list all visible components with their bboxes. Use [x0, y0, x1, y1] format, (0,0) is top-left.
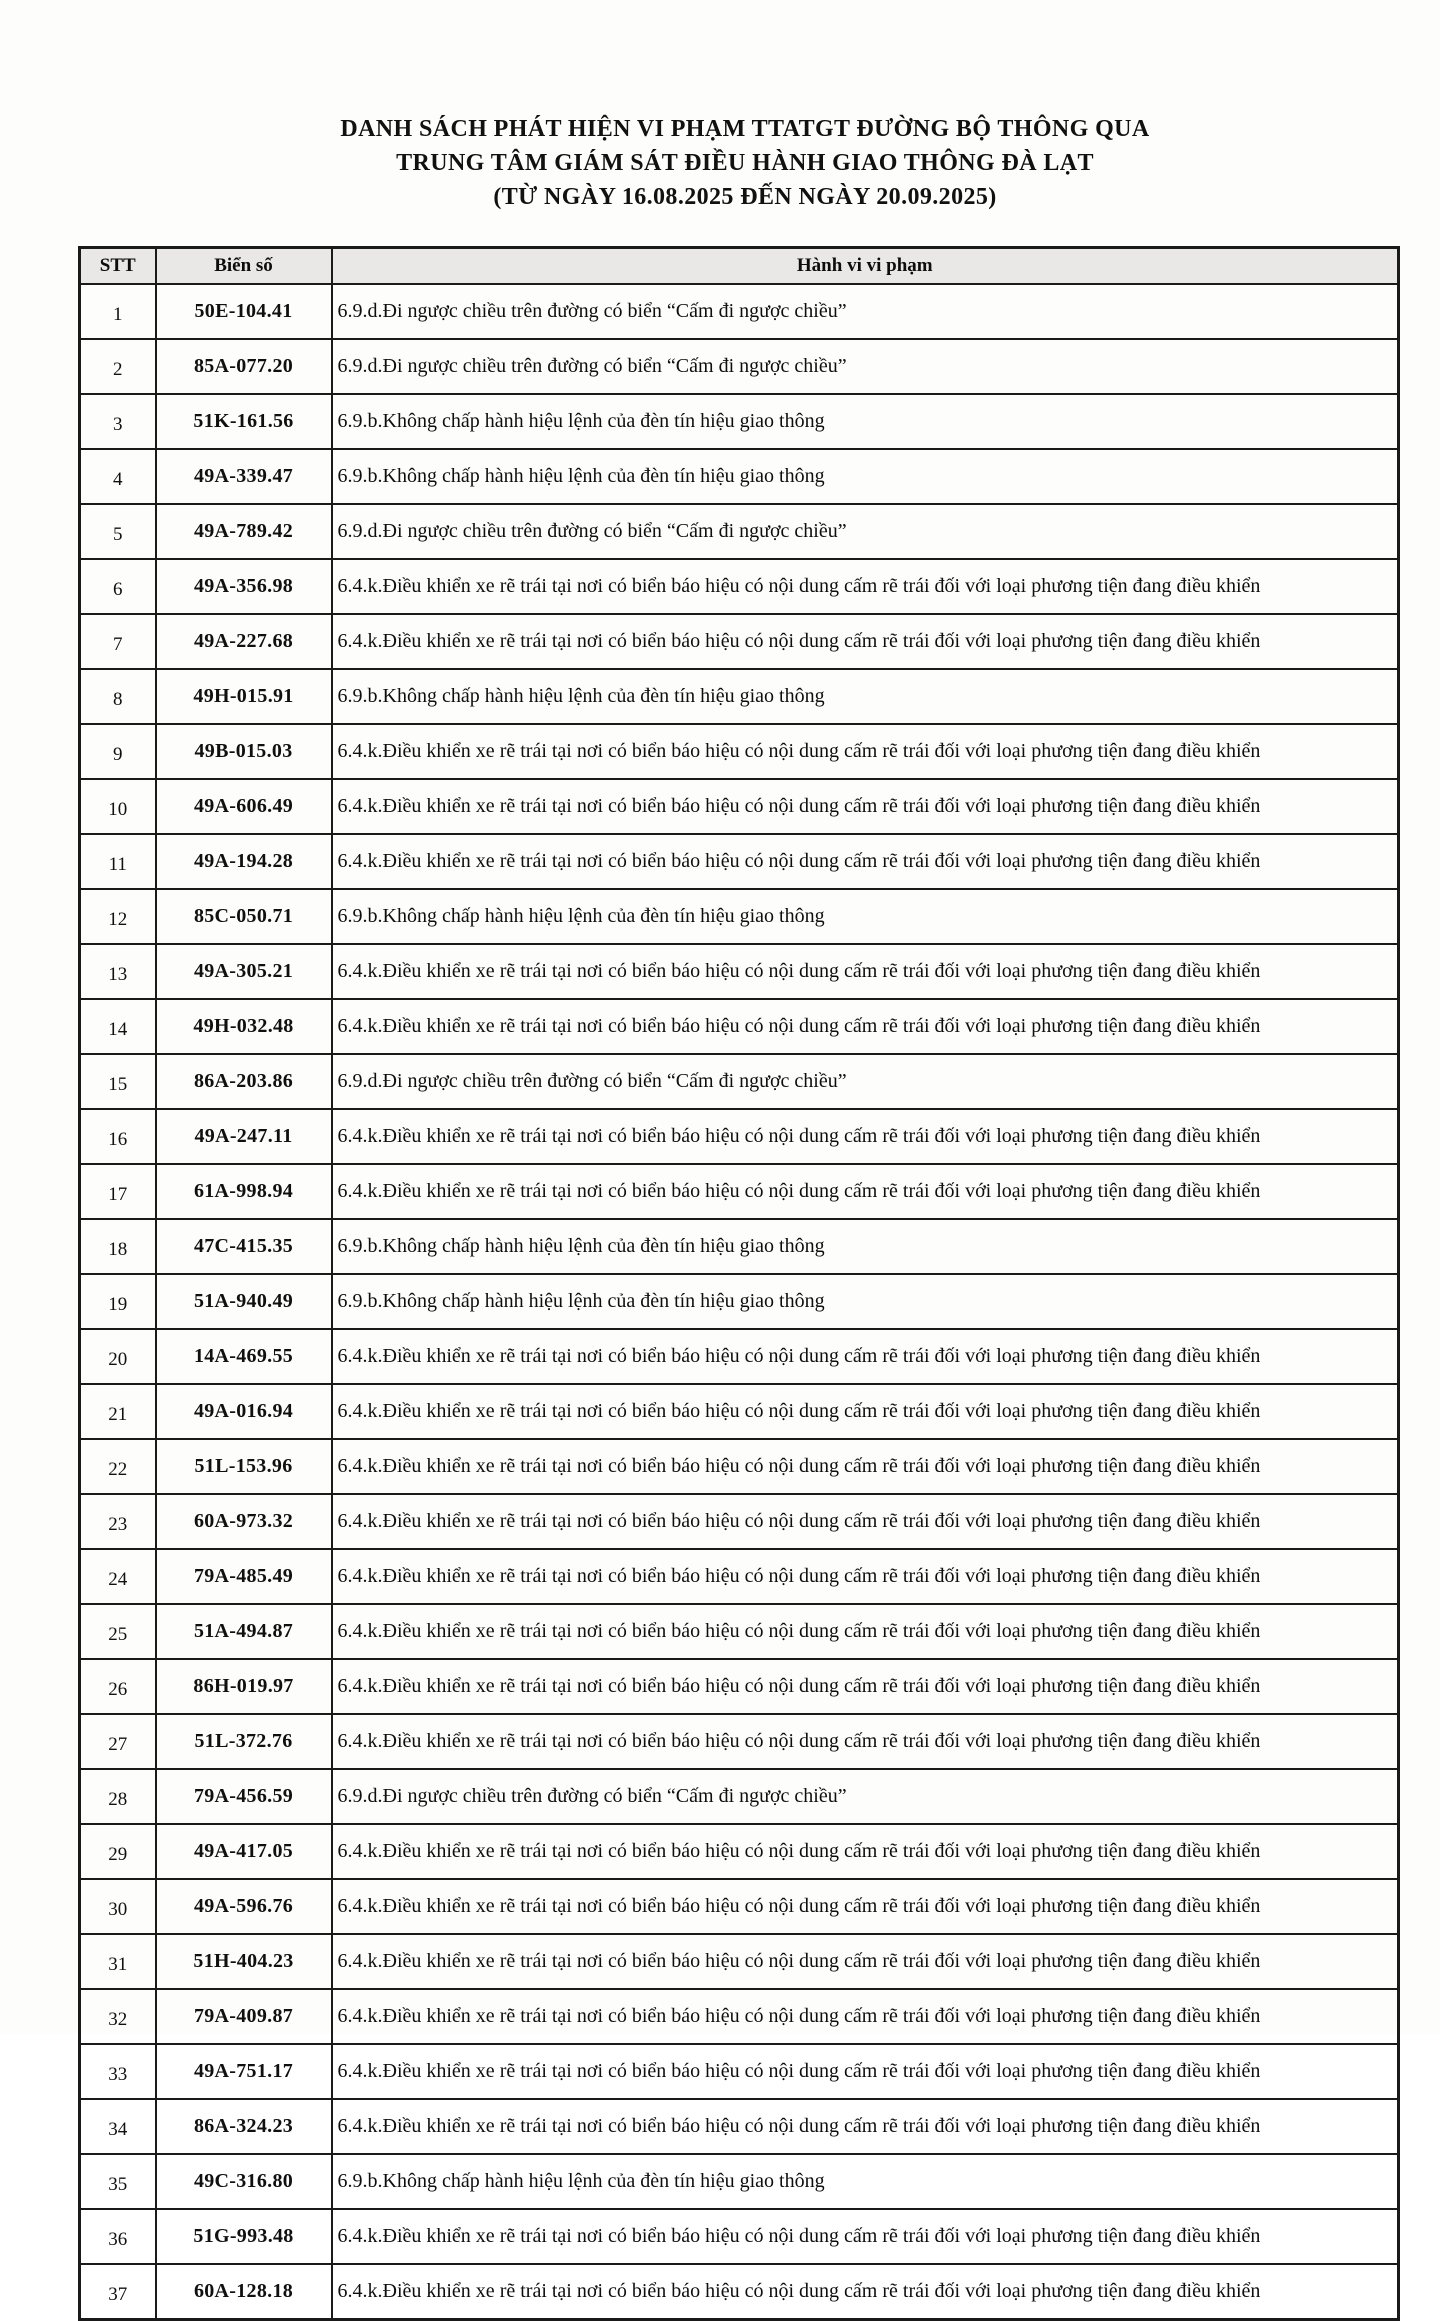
violation-description: 6.9.b.Không chấp hành hiệu lệnh của đèn tín hiệu giao thông — [332, 1274, 1399, 1329]
license-plate: 47C-415.35 — [156, 1219, 332, 1274]
table-row — [80, 1989, 1399, 2044]
license-plate: 79A-409.87 — [156, 1989, 332, 2044]
table-row — [80, 1384, 1399, 1439]
violation-description: 6.9.b.Không chấp hành hiệu lệnh của đèn tín hiệu giao thông — [332, 394, 1399, 449]
violation-table-container — [78, 246, 1400, 2321]
table-row — [80, 1054, 1399, 1109]
license-plate: 79A-456.59 — [156, 1769, 332, 1824]
row-number: 26 — [80, 1659, 156, 1714]
violation-description: 6.4.k.Điều khiển xe rẽ trái tại nơi có biển báo hiệu có nội dung cấm rẽ trái đối với loại phương tiện đang điều khiển — [332, 1164, 1399, 1219]
license-plate: 86A-324.23 — [156, 2099, 332, 2154]
header-plate: Biển số — [156, 248, 332, 285]
row-number: 12 — [80, 889, 156, 944]
row-number: 1 — [80, 284, 156, 339]
license-plate: 51L-153.96 — [156, 1439, 332, 1494]
violation-description: 6.9.d.Đi ngược chiều trên đường có biển “Cấm đi ngược chiều” — [332, 1769, 1399, 1824]
license-plate: 61A-998.94 — [156, 1164, 332, 1219]
violation-description: 6.4.k.Điều khiển xe rẽ trái tại nơi có biển báo hiệu có nội dung cấm rẽ trái đối với loại phương tiện đang điều khiển — [332, 1659, 1399, 1714]
license-plate: 49A-247.11 — [156, 1109, 332, 1164]
license-plate: 49C-316.80 — [156, 2154, 332, 2209]
violation-description: 6.4.k.Điều khiển xe rẽ trái tại nơi có biển báo hiệu có nội dung cấm rẽ trái đối với loại phương tiện đang điều khiển — [332, 2209, 1399, 2264]
license-plate: 49A-227.68 — [156, 614, 332, 669]
license-plate: 49B-015.03 — [156, 724, 332, 779]
table-row — [80, 944, 1399, 999]
row-number: 23 — [80, 1494, 156, 1549]
row-number: 34 — [80, 2099, 156, 2154]
row-number: 24 — [80, 1549, 156, 1604]
table-row — [80, 2099, 1399, 2154]
table-row — [80, 1659, 1399, 1714]
license-plate: 79A-485.49 — [156, 1549, 332, 1604]
license-plate: 51H-404.23 — [156, 1934, 332, 1989]
license-plate: 50E-104.41 — [156, 284, 332, 339]
license-plate: 85A-077.20 — [156, 339, 332, 394]
row-number: 8 — [80, 669, 156, 724]
table-row — [80, 1274, 1399, 1329]
license-plate: 49A-016.94 — [156, 1384, 332, 1439]
violation-description: 6.4.k.Điều khiển xe rẽ trái tại nơi có biển báo hiệu có nội dung cấm rẽ trái đối với loại phương tiện đang điều khiển — [332, 2264, 1399, 2320]
license-plate: 51L-372.76 — [156, 1714, 332, 1769]
title-line-1: DANH SÁCH PHÁT HIỆN VI PHẠM TTATGT ĐƯỜNG BỘ THÔNG QUA — [340, 116, 1150, 142]
license-plate: 14A-469.55 — [156, 1329, 332, 1384]
row-number: 6 — [80, 559, 156, 614]
table-row — [80, 834, 1399, 889]
violation-table-header — [80, 248, 1399, 285]
violation-description: 6.4.k.Điều khiển xe rẽ trái tại nơi có biển báo hiệu có nội dung cấm rẽ trái đối với loại phương tiện đang điều khiển — [332, 1384, 1399, 1439]
table-row — [80, 1604, 1399, 1659]
row-number: 9 — [80, 724, 156, 779]
table-row — [80, 1549, 1399, 1604]
violation-description: 6.4.k.Điều khiển xe rẽ trái tại nơi có biển báo hiệu có nội dung cấm rẽ trái đối với loại phương tiện đang điều khiển — [332, 724, 1399, 779]
license-plate: 51G-993.48 — [156, 2209, 332, 2264]
license-plate: 86A-203.86 — [156, 1054, 332, 1109]
license-plate: 49A-339.47 — [156, 449, 332, 504]
violation-description: 6.4.k.Điều khiển xe rẽ trái tại nơi có biển báo hiệu có nội dung cấm rẽ trái đối với loại phương tiện đang điều khiển — [332, 1934, 1399, 1989]
row-number: 13 — [80, 944, 156, 999]
violation-description: 6.9.b.Không chấp hành hiệu lệnh của đèn tín hiệu giao thông — [332, 669, 1399, 724]
table-row — [80, 2154, 1399, 2209]
violation-description: 6.4.k.Điều khiển xe rẽ trái tại nơi có biển báo hiệu có nội dung cấm rẽ trái đối với loại phương tiện đang điều khiển — [332, 2099, 1399, 2154]
document-title — [80, 0, 1410, 214]
table-row — [80, 1329, 1399, 1384]
violation-table — [78, 246, 1400, 2321]
header-stt: STT — [80, 248, 156, 285]
violation-description: 6.4.k.Điều khiển xe rẽ trái tại nơi có biển báo hiệu có nội dung cấm rẽ trái đối với loại phương tiện đang điều khiển — [332, 1604, 1399, 1659]
violation-description: 6.4.k.Điều khiển xe rẽ trái tại nơi có biển báo hiệu có nội dung cấm rẽ trái đối với loại phương tiện đang điều khiển — [332, 1494, 1399, 1549]
license-plate: 49A-356.98 — [156, 559, 332, 614]
license-plate: 49A-305.21 — [156, 944, 332, 999]
row-number: 11 — [80, 834, 156, 889]
violation-description: 6.4.k.Điều khiển xe rẽ trái tại nơi có biển báo hiệu có nội dung cấm rẽ trái đối với loại phương tiện đang điều khiển — [332, 944, 1399, 999]
table-row — [80, 2044, 1399, 2099]
table-row — [80, 504, 1399, 559]
row-number: 17 — [80, 1164, 156, 1219]
row-number: 19 — [80, 1274, 156, 1329]
row-number: 15 — [80, 1054, 156, 1109]
row-number: 27 — [80, 1714, 156, 1769]
violation-description: 6.4.k.Điều khiển xe rẽ trái tại nơi có biển báo hiệu có nội dung cấm rẽ trái đối với loại phương tiện đang điều khiển — [332, 614, 1399, 669]
table-row — [80, 2264, 1399, 2320]
violation-description: 6.9.d.Đi ngược chiều trên đường có biển “Cấm đi ngược chiều” — [332, 339, 1399, 394]
row-number: 29 — [80, 1824, 156, 1879]
violation-description: 6.4.k.Điều khiển xe rẽ trái tại nơi có biển báo hiệu có nội dung cấm rẽ trái đối với loại phương tiện đang điều khiển — [332, 1989, 1399, 2044]
row-number: 16 — [80, 1109, 156, 1164]
violation-description: 6.9.b.Không chấp hành hiệu lệnh của đèn tín hiệu giao thông — [332, 449, 1399, 504]
row-number: 20 — [80, 1329, 156, 1384]
violation-description: 6.4.k.Điều khiển xe rẽ trái tại nơi có biển báo hiệu có nội dung cấm rẽ trái đối với loại phương tiện đang điều khiển — [332, 999, 1399, 1054]
title-line-3: (TỪ NGÀY 16.08.2025 ĐẾN NGÀY 20.09.2025) — [493, 184, 997, 210]
violation-description: 6.4.k.Điều khiển xe rẽ trái tại nơi có biển báo hiệu có nội dung cấm rẽ trái đối với loại phương tiện đang điều khiển — [332, 1329, 1399, 1384]
violation-description: 6.9.b.Không chấp hành hiệu lệnh của đèn tín hiệu giao thông — [332, 2154, 1399, 2209]
license-plate: 49A-596.76 — [156, 1879, 332, 1934]
row-number: 31 — [80, 1934, 156, 1989]
license-plate: 86H-019.97 — [156, 1659, 332, 1714]
violation-description: 6.4.k.Điều khiển xe rẽ trái tại nơi có biển báo hiệu có nội dung cấm rẽ trái đối với loại phương tiện đang điều khiển — [332, 1549, 1399, 1604]
violation-description: 6.4.k.Điều khiển xe rẽ trái tại nơi có biển báo hiệu có nội dung cấm rẽ trái đối với loại phương tiện đang điều khiển — [332, 834, 1399, 889]
license-plate: 49A-789.42 — [156, 504, 332, 559]
violation-description: 6.4.k.Điều khiển xe rẽ trái tại nơi có biển báo hiệu có nội dung cấm rẽ trái đối với loại phương tiện đang điều khiển — [332, 2044, 1399, 2099]
table-row — [80, 394, 1399, 449]
violation-description: 6.4.k.Điều khiển xe rẽ trái tại nơi có biển báo hiệu có nội dung cấm rẽ trái đối với loại phương tiện đang điều khiển — [332, 1109, 1399, 1164]
row-number: 21 — [80, 1384, 156, 1439]
table-row — [80, 669, 1399, 724]
row-number: 3 — [80, 394, 156, 449]
row-number: 25 — [80, 1604, 156, 1659]
table-row — [80, 1879, 1399, 1934]
violation-description: 6.4.k.Điều khiển xe rẽ trái tại nơi có biển báo hiệu có nội dung cấm rẽ trái đối với loại phương tiện đang điều khiển — [332, 1439, 1399, 1494]
row-number: 22 — [80, 1439, 156, 1494]
table-row — [80, 559, 1399, 614]
violation-table-body — [80, 284, 1399, 2320]
violation-description: 6.9.d.Đi ngược chiều trên đường có biển “Cấm đi ngược chiều” — [332, 284, 1399, 339]
row-number: 10 — [80, 779, 156, 834]
license-plate: 51K-161.56 — [156, 394, 332, 449]
table-row — [80, 1714, 1399, 1769]
violation-description: 6.4.k.Điều khiển xe rẽ trái tại nơi có biển báo hiệu có nội dung cấm rẽ trái đối với loại phương tiện đang điều khiển — [332, 1714, 1399, 1769]
violation-description: 6.9.b.Không chấp hành hiệu lệnh của đèn tín hiệu giao thông — [332, 889, 1399, 944]
license-plate: 49A-751.17 — [156, 2044, 332, 2099]
license-plate: 49H-032.48 — [156, 999, 332, 1054]
row-number: 2 — [80, 339, 156, 394]
license-plate: 51A-940.49 — [156, 1274, 332, 1329]
table-row — [80, 2209, 1399, 2264]
table-row — [80, 1824, 1399, 1879]
table-row — [80, 724, 1399, 779]
row-number: 4 — [80, 449, 156, 504]
table-row — [80, 1109, 1399, 1164]
violation-description: 6.9.d.Đi ngược chiều trên đường có biển “Cấm đi ngược chiều” — [332, 1054, 1399, 1109]
table-row — [80, 339, 1399, 394]
table-row — [80, 1769, 1399, 1824]
table-row — [80, 1494, 1399, 1549]
row-number: 28 — [80, 1769, 156, 1824]
row-number: 37 — [80, 2264, 156, 2320]
row-number: 32 — [80, 1989, 156, 2044]
violation-description: 6.4.k.Điều khiển xe rẽ trái tại nơi có biển báo hiệu có nội dung cấm rẽ trái đối với loại phương tiện đang điều khiển — [332, 1879, 1399, 1934]
row-number: 30 — [80, 1879, 156, 1934]
row-number: 33 — [80, 2044, 156, 2099]
license-plate: 49H-015.91 — [156, 669, 332, 724]
license-plate: 60A-128.18 — [156, 2264, 332, 2320]
row-number: 7 — [80, 614, 156, 669]
violation-description: 6.4.k.Điều khiển xe rẽ trái tại nơi có biển báo hiệu có nội dung cấm rẽ trái đối với loại phương tiện đang điều khiển — [332, 559, 1399, 614]
violation-description: 6.4.k.Điều khiển xe rẽ trái tại nơi có biển báo hiệu có nội dung cấm rẽ trái đối với loại phương tiện đang điều khiển — [332, 1824, 1399, 1879]
license-plate: 49A-606.49 — [156, 779, 332, 834]
row-number: 36 — [80, 2209, 156, 2264]
row-number: 5 — [80, 504, 156, 559]
license-plate: 60A-973.32 — [156, 1494, 332, 1549]
title-line-2: TRUNG TÂM GIÁM SÁT ĐIỀU HÀNH GIAO THÔNG ĐÀ LẠT — [396, 150, 1094, 176]
violation-description: 6.9.d.Đi ngược chiều trên đường có biển “Cấm đi ngược chiều” — [332, 504, 1399, 559]
table-row — [80, 1164, 1399, 1219]
table-row — [80, 889, 1399, 944]
table-row — [80, 999, 1399, 1054]
license-plate: 49A-194.28 — [156, 834, 332, 889]
table-row — [80, 779, 1399, 834]
row-number: 18 — [80, 1219, 156, 1274]
table-row — [80, 284, 1399, 339]
license-plate: 49A-417.05 — [156, 1824, 332, 1879]
license-plate: 51A-494.87 — [156, 1604, 332, 1659]
table-row — [80, 1934, 1399, 1989]
row-number: 35 — [80, 2154, 156, 2209]
table-row — [80, 449, 1399, 504]
table-row — [80, 614, 1399, 669]
row-number: 14 — [80, 999, 156, 1054]
header-violation: Hành vi vi phạm — [332, 248, 1399, 285]
header-row — [80, 248, 1399, 285]
table-row — [80, 1439, 1399, 1494]
violation-description: 6.9.b.Không chấp hành hiệu lệnh của đèn tín hiệu giao thông — [332, 1219, 1399, 1274]
violation-description: 6.4.k.Điều khiển xe rẽ trái tại nơi có biển báo hiệu có nội dung cấm rẽ trái đối với loại phương tiện đang điều khiển — [332, 779, 1399, 834]
table-row — [80, 1219, 1399, 1274]
license-plate: 85C-050.71 — [156, 889, 332, 944]
